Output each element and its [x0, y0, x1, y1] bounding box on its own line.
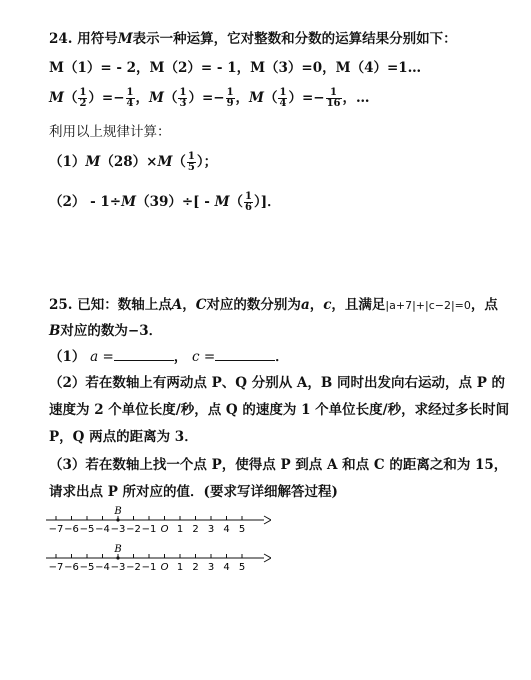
tick-label: 2 — [192, 524, 199, 535]
q25-part2-line1: （2）若在数轴上有两动点 P、Q 分别从 A，B 同时出发向右运动，点 P 的 — [49, 375, 506, 391]
point-b-dot — [116, 518, 119, 521]
q24-fraction-results — [49, 88, 370, 109]
arrow-icon — [264, 516, 271, 524]
point-b-dot — [116, 556, 119, 559]
tick-label: −7 — [48, 524, 64, 535]
q25-part3-line1: （3）若在数轴上找一个点 P，使得点 P 到点 A 和点 C 的距离之和为 15， — [49, 457, 508, 473]
number-line-1 — [46, 505, 271, 539]
q24-part2: （2） - 1÷M（39）÷[ - M（ $\frac{1}{6}$ ）]． — [49, 191, 281, 213]
q25-part3-line2: 请求出点 P 所对应的值．(要求写详细解答过程) — [49, 484, 338, 500]
q24-part1: （1）M（28）×M（ $\frac{1}{5}$ ）； — [49, 151, 218, 173]
ellipsis: ，… — [342, 90, 370, 106]
tick-label: 1 — [176, 524, 184, 535]
q25-point-b: B对应的数为−3． — [49, 323, 163, 339]
q25-part1: （1） a = ， c = ． — [49, 346, 289, 367]
number-line-2 — [46, 543, 271, 577]
answer-blank-a[interactable] — [114, 346, 174, 361]
arrow-icon — [264, 554, 271, 562]
tick-label: −4 — [95, 524, 110, 535]
q25-title: 25. 已知：数轴上点A，C对应的数分别为a，c，且满足|a+7|+|c−2|=0，点 — [49, 297, 498, 313]
fraction: $\frac{1}{6}$ — [245, 191, 252, 213]
point-b-label: B — [114, 544, 122, 555]
tick-label: −1 — [141, 562, 157, 573]
fraction: $\frac{1}{5}$ — [187, 151, 195, 173]
fraction: $\frac{1}{4}$ — [279, 87, 287, 109]
q25-part2-line2: 速度为 2 个单位长度/秒，点 Q 的速度为 1 个单位长度/秒，求经过多长时间 — [49, 402, 510, 418]
tick-label: −5 — [79, 562, 95, 573]
answer-blank-c[interactable] — [215, 346, 275, 361]
fraction: $\frac{1}{4}$ — [126, 87, 134, 109]
tick-label: O — [160, 524, 169, 535]
q24-integer-results: M（1）= - 2，M（2）= - 1，M（3）=0，M（4）=1… — [49, 60, 422, 76]
fraction-result-3: M（ $\frac{1}{4}$ ）=− $\frac{1}{16}$ — [249, 87, 341, 109]
tick-label: 3 — [207, 562, 215, 573]
fraction: $\frac{1}{2}$ — [79, 87, 87, 109]
tick-label: −2 — [126, 524, 141, 535]
fraction: $\frac{1}{9}$ — [226, 87, 234, 109]
fraction: $\frac{1}{16}$ — [326, 87, 341, 109]
tick-label: 2 — [192, 562, 199, 573]
tick-label: −2 — [126, 562, 141, 573]
tick-label: 5 — [238, 562, 246, 573]
tick-label: −5 — [79, 524, 95, 535]
tick-label: −3 — [110, 524, 126, 535]
fraction: $\frac{1}{3}$ — [179, 87, 187, 109]
tick-label: 4 — [223, 524, 230, 535]
tick-label: 1 — [176, 562, 184, 573]
tick-label: −4 — [95, 562, 110, 573]
tick-label: −1 — [141, 524, 157, 535]
tick-label: −6 — [64, 562, 79, 573]
tick-label: 5 — [238, 524, 246, 535]
point-b-label: B — [114, 506, 122, 517]
tick-label: −6 — [64, 524, 79, 535]
fraction-result-1: M（ $\frac{1}{2}$ ）=− $\frac{1}{4}$ ， — [49, 87, 150, 109]
tick-label: −7 — [48, 562, 64, 573]
tick-label: 4 — [223, 562, 230, 573]
tick-label: O — [160, 562, 169, 573]
q25-part2-line3: P，Q 两点的距离为 3． — [49, 429, 198, 445]
tick-label: 3 — [207, 524, 215, 535]
q24-instruction: 利用以上规律计算： — [49, 124, 171, 140]
q24-title: 24. 用符号M表示一种运算，它对整数和分数的运算结果分别如下： — [49, 31, 457, 47]
tick-label: −3 — [110, 562, 126, 573]
fraction-result-2: M（ $\frac{1}{3}$ ）=− $\frac{1}{9}$ ， — [149, 87, 250, 109]
